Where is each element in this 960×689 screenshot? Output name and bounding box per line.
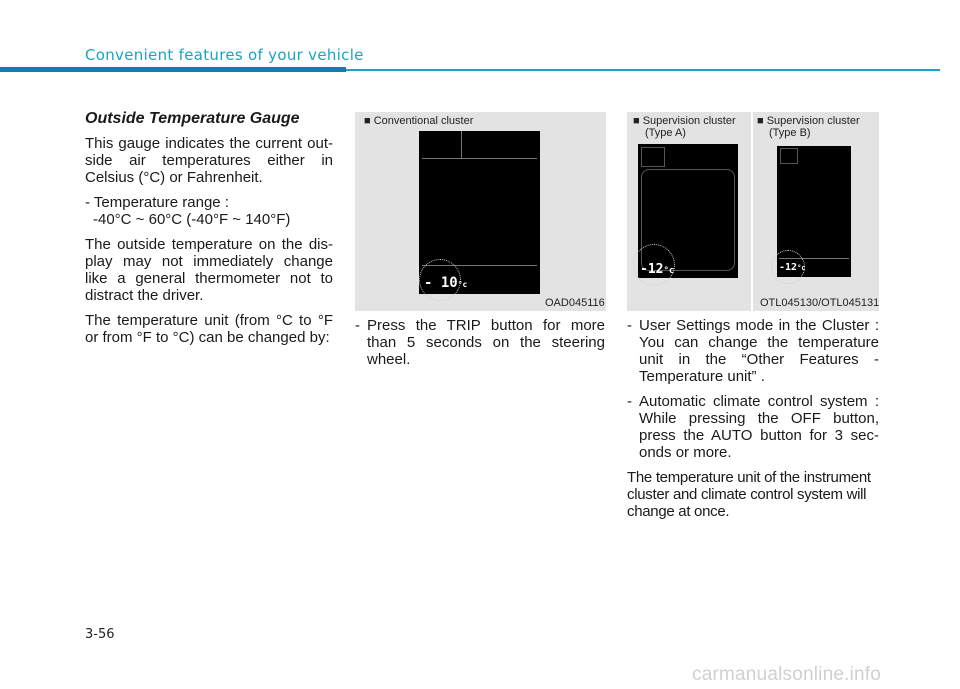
figure-caption: ■ Conventional cluster <box>364 115 474 127</box>
intro-paragraph: This gauge indicates the current out-side air temperatures either in Celsius (°C) or Fahrenheit. <box>85 135 333 186</box>
figure-supervision-clusters <box>627 112 879 311</box>
header-rule <box>346 69 940 71</box>
section-heading: Outside Temperature Gauge <box>85 110 300 127</box>
temperature-readout: - 10°c <box>424 275 468 291</box>
figure-conventional-cluster <box>355 112 606 311</box>
temperature-range-label: - Temperature range : <box>85 194 229 211</box>
unit-change-paragraph: The temperature unit (from °C to °F or from °F to °C) can be changed by: <box>85 312 333 346</box>
cluster-display-type-b <box>777 146 851 277</box>
temperature-readout-b: -12°c <box>779 262 806 273</box>
trip-button-instruction: Press the TRIP button for more than 5 seconds on the steering wheel. <box>367 317 605 368</box>
cluster-display-type-a <box>638 144 738 278</box>
middle-column <box>355 317 605 376</box>
list-item: - Automatic climate control system : While pressing the OFF button, press the AUTO button for 3 sec-onds or more. <box>627 393 879 461</box>
list-item: - Press the TRIP button for more than 5 seconds on the steering wheel. <box>355 317 605 368</box>
figure-code: OTL045130/OTL045131 <box>760 297 880 309</box>
figure-divider <box>751 112 753 311</box>
header-bar <box>0 67 346 72</box>
temperature-range <box>85 194 333 228</box>
figure-caption-type-b: ■ Supervision cluster (Type B) <box>757 115 860 139</box>
left-column <box>85 110 333 354</box>
page-number: 3-56 <box>85 627 115 642</box>
temperature-range-value: -40°C ~ 60°C (-40°F ~ 140°F) <box>93 211 291 228</box>
section-header-title: Convenient features of your vehicle <box>85 46 364 64</box>
figure-caption-type-a: ■ Supervision cluster (Type A) <box>633 115 736 139</box>
unit-change-note: The temperature unit of the instrument cluster and climate control system will change at once. <box>627 469 871 520</box>
figure-code: OAD045116 <box>545 297 605 309</box>
right-column <box>627 317 879 528</box>
user-settings-instruction: User Settings mode in the Cluster : You can change the temperature unit in the “Other Features - Temperature unit” . <box>639 317 879 385</box>
watermark: carmanualsonline.info <box>692 664 882 685</box>
climate-control-instruction: Automatic climate control system : While pressing the OFF button, press the AUTO button for 3 sec-onds or more. <box>639 393 879 461</box>
display-note-paragraph: The outside temperature on the dis-play may not immediately change like a general thermometer not to distract the driver. <box>85 236 333 304</box>
temperature-readout-a: -12°c <box>640 262 675 277</box>
cluster-display <box>419 131 540 294</box>
list-item: - User Settings mode in the Cluster : You can change the temperature unit in the “Other Features - Temperature unit” . <box>627 317 879 385</box>
